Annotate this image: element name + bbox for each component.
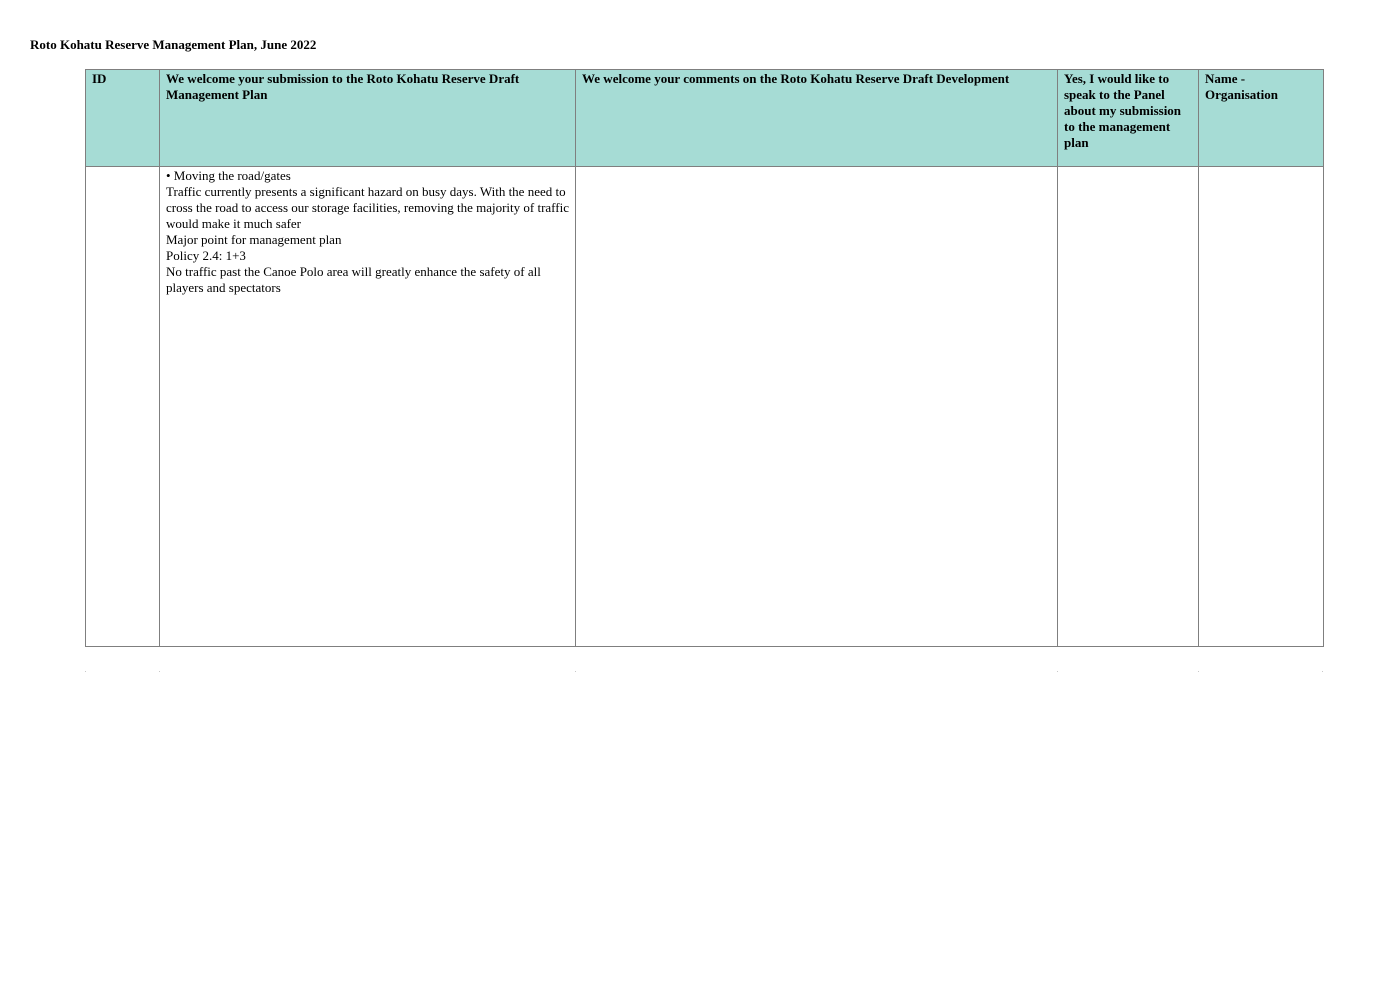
submission-line: Traffic currently presents a significant hazard on busy days. With the need to cross the road to access our storage facilities, removing the majority of traffic would make it much safer [166,184,569,231]
table-header [86,70,1324,167]
submission-line: • Moving the road/gates [166,168,291,183]
cell-name-organisation [1199,167,1324,647]
submissions-table [85,69,1324,647]
submission-line: Policy 2.4: 1+3 [166,248,246,263]
table-row [86,167,1324,647]
edge-mark [1057,671,1058,672]
cell-speak-to-panel [1058,167,1199,647]
submission-line: Major point for management plan [166,232,342,247]
submission-text [166,168,569,296]
header-speak-to-panel: Yes, I would like to speak to the Panel about my submission to the management plan [1058,70,1199,167]
edge-mark [159,671,160,672]
edge-mark [1198,671,1199,672]
table-body [86,167,1324,647]
cell-comments [576,167,1058,647]
edge-mark [575,671,576,672]
header-id: ID [86,70,160,167]
header-row [86,70,1324,167]
header-comments: We welcome your comments on the Roto Kohatu Reserve Draft Development [576,70,1058,167]
header-submission: We welcome your submission to the Roto Kohatu Reserve Draft Management Plan [160,70,576,167]
header-name-organisation: Name - Organisation [1199,70,1324,167]
cell-id [86,167,160,647]
edge-mark [1322,671,1323,672]
document-title: Roto Kohatu Reserve Management Plan, June 2022 [30,37,317,52]
page-edge-marks [85,671,1323,672]
submission-line: No traffic past the Canoe Polo area will greatly enhance the safety of all players and spectators [166,264,541,295]
edge-mark [85,671,86,672]
cell-submission [160,167,576,647]
